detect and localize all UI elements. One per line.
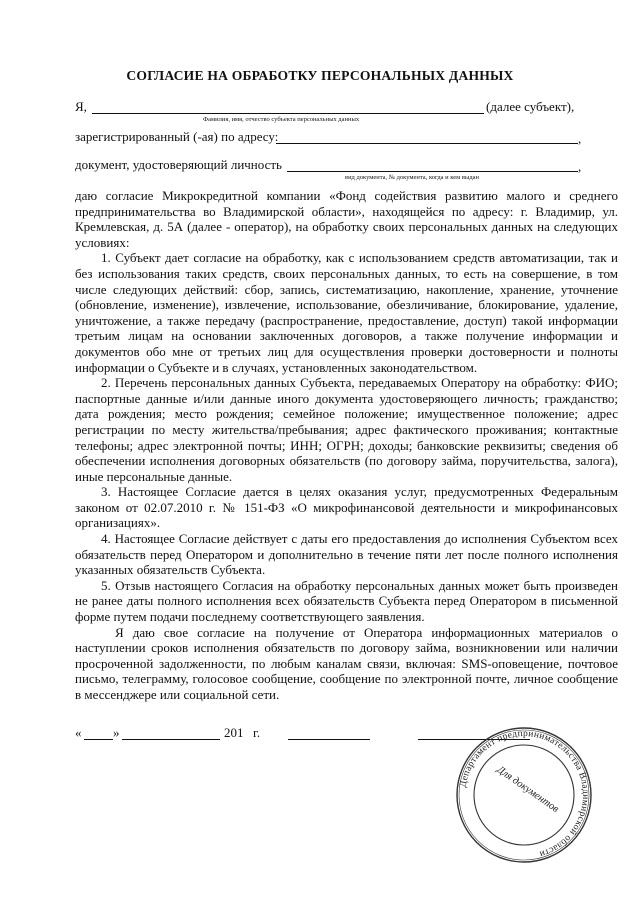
name-caption: Фамилия, имя, отчество субъекта персональных данных (203, 116, 360, 123)
address-label: зарегистрированный (-ая) по адресу: (75, 129, 279, 144)
name-suffix: (далее субъект), (486, 99, 575, 114)
clause-5: 5. Отзыв настоящего Согласия на обработку персональных данных может быть произведен не ранее даты полного исполнения всех обязательств Субъекта перед Оператором в письменной форме путем подачи последнему соответствующего заявления. (75, 577, 618, 625)
name-field-line[interactable] (92, 113, 484, 114)
clause-3: 3. Настоящее Согласие дается в целях оказания услуг, предусмотренных Федеральным законом от 02.07.2010 г. № 151-ФЗ «О микрофинансовой деятельности и микрофинансовых организациях». (75, 484, 618, 531)
address-end: , (578, 131, 582, 146)
document-end: , (578, 159, 582, 174)
stamp-inner-text: Для документов (494, 764, 561, 816)
date-open-quote: « (75, 725, 82, 740)
date-close-quote: » (113, 725, 120, 740)
date-month-line[interactable] (122, 739, 220, 740)
date-year-suffix: г. (253, 725, 261, 740)
clause-1: 1. Субъект дает согласие на обработку, как с использованием средств автоматизации, так и без использования таких средств, своих персональных данных, то есть на совершение, в том числе следующих действий: сбор, запись, систематизацию, накопление, хранение, уточнение (обновление, изменение), извлечение, использование, обезличивание, блокирование, удаление, уничтожение, а также передачу (распространение, предоставление, доступ) такой информации третьим лицам на основании заключенных договоров, а также получение информации и документов обо мне от третьих лиц для осуществления проверки достоверности и полноты информации о Субъекте и в случаях, установленных законодательством. (75, 250, 618, 375)
address-field-line[interactable] (276, 143, 578, 144)
clause-4: 4. Настоящее Согласие действует с даты его предоставления до исполнения Субъектом всех обязательств перед Оператором и дополнительно в течение пяти лет после полного исполнения указанных обязательств Субъекта. (75, 531, 618, 578)
intro-paragraph: даю согласие Микрокредитной компании «Фонд содействия развитию малого и среднего предпринимательства во Владимирской области», находящейся по адресу: г. Владимир, ул. Кремлевская, д. 5А (далее - оператор), на обработку своих персональных данных на следующих условиях: (75, 188, 618, 250)
consent-body (75, 188, 618, 703)
date-day-line[interactable] (84, 739, 113, 740)
signature-line[interactable] (288, 739, 370, 740)
name-prefix: Я, (75, 99, 87, 114)
stamp-outer-text: Департамент предпринимательства Владимирской области (458, 728, 591, 859)
page-title: СОГЛАСИЕ НА ОБРАБОТКУ ПЕРСОНАЛЬНЫХ ДАННЫХ (126, 68, 514, 83)
document-label: документ, удостоверяющий личность (75, 157, 282, 172)
clause-2: 2. Перечень персональных данных Субъекта, передаваемых Оператору на обработку: ФИО; паспортные данные и/или данные иного документа удостоверяющего личность; гражданство; дата рождения; место рождения; семейное положение; имущественное положение; адрес регистрации по месту жительства/пребывания; адрес фактического проживания; контактные телефоны; адрес электронной почты; ИНН; ОГРН; доходы; банковские реквизиты; сведения об обеспечении исполнения договорных обязательств (по договору займа, поручительства, залога), иные персональные данные. (75, 375, 618, 484)
document-caption: вид документа, № документа, когда и кем выдан (345, 174, 480, 181)
official-stamp (454, 725, 594, 865)
document-field-line[interactable] (287, 171, 578, 172)
notification-consent-paragraph: Я даю свое согласие на получение от Оператора информационных материалов о наступлении сроков исполнения обязательств по договору займа, возникновении или наличии просроченной задолженности, по любым каналам связи, включая: SMS-оповещение, почтовое письмо, телеграмму, голосовое сообщение, сообщение по электронной почте, личное сообщение в мессенджере или социальной сети. (75, 624, 618, 702)
date-year: 201 (224, 725, 244, 740)
